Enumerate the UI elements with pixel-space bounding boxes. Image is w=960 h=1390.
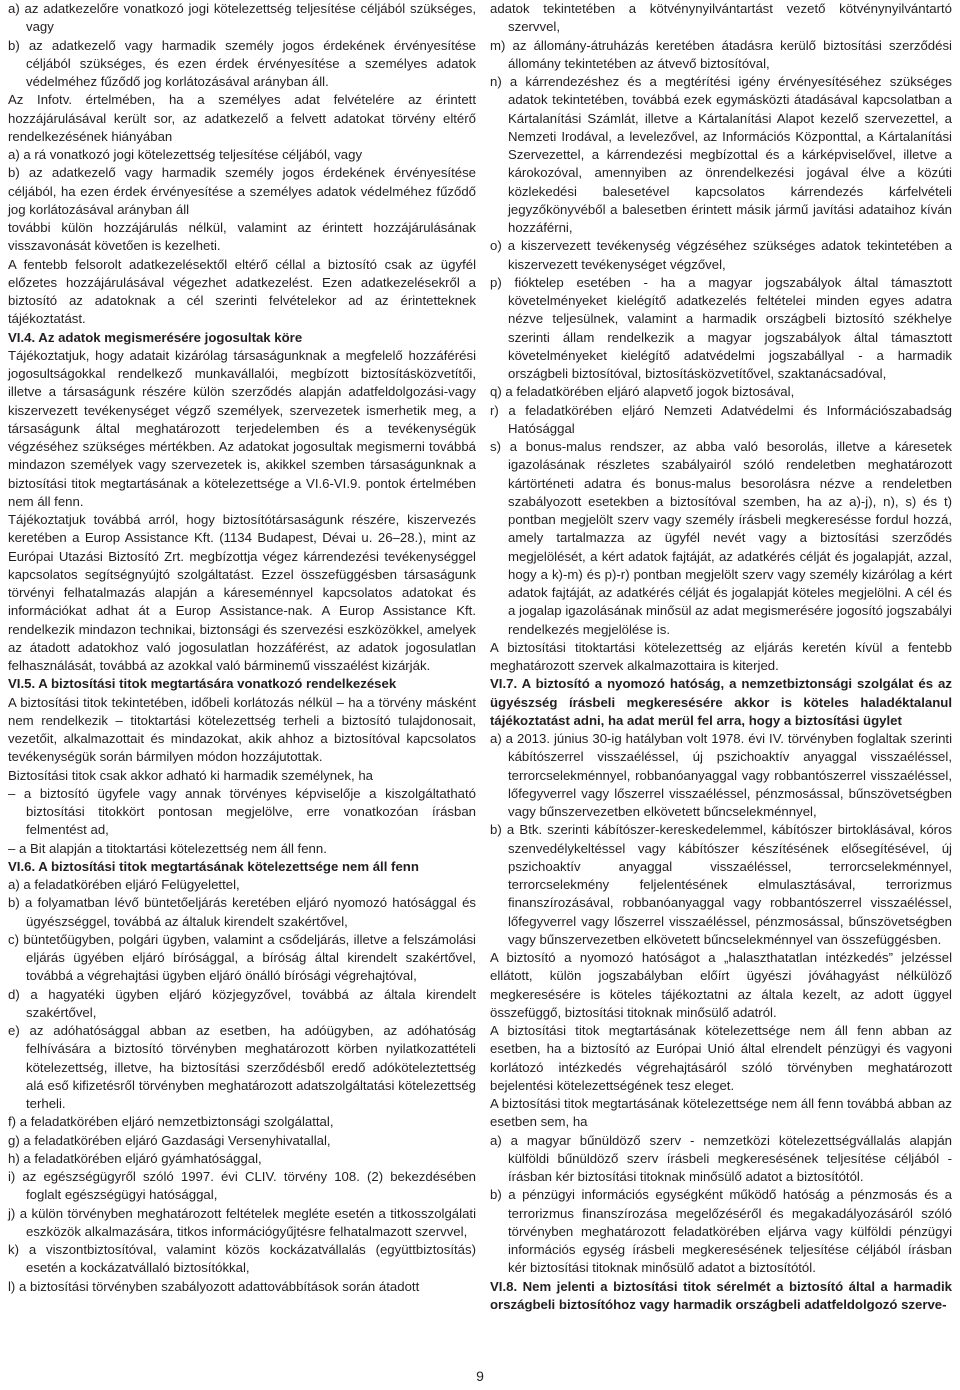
paragraph: Az Infotv. értelmében, ha a személyes adat felvételére az érintett hozzájárulásával került sor, az adatkezelő a felvett adatokat törvény eltérő rendelkezésének hiányában: [8, 92, 476, 144]
paragraph: b) a pénzügyi információs egységként működő hatóság a pénzmosás és a terrorizmus finanszírozása megelőzéséről és megakadályozásáról szóló törvényben meghatározott feladatkörében eljárva vagy külföldi pénzügyi információs egység írásbeli megkeresésének teljesítése céljából írásban kér biztosítási titoknak minősülő adatot a biztosítótól.: [490, 1187, 952, 1276]
paragraph: b) az adatkezelő vagy harmadik személy jogos érdekének érvényesítése céljából szükséges, és ezen érdek érvényesítése a személyes adatok védelméhez fűződő jog korlátozásával arányban áll.: [8, 37, 476, 89]
section-heading: VI.6. A biztosítási titok megtartásának kötelezettsége nem áll fenn: [8, 858, 419, 874]
paragraph: b) az adatkezelő vagy harmadik személy jogos érdekének érvényesítése céljából, ha ezen érdek érvényesítése a személyes adatok védelméhez fűződő jog korlátozásával arányban áll: [8, 165, 476, 217]
section-heading: VI.5. A biztosítási titok megtartására vonatkozó rendelkezések: [8, 676, 397, 692]
paragraph: s) a bonus-malus rendszer, az abba való besorolás, illetve a káresetek igazolásának részletes szabályairól szóló rendeletben meghatározott kártörténeti adatra és bonus-malus besorolásra nézve a rendeletben szabályozott esetekben a biztosítóval szemben, ha az a)-j), n), s) és t) pontban megjelölt szerv vagy személy írásbeli megkeresésse fordul hozzá, amely tartalmazza az ügyfél nevét vagy a biztosítási szerződés megjelölését, a kért adatok fajtáját, az adatkérés célját és jogalapját, azzal, hogy a k)-m) és p)-r) pontban megjelölt szerv vagy személy kizárólag a kért adatok fajtáját, az adatkérés célját és jogalapját köteles megjelölni. A cél és a jogalap igazolásának minősül az adat megismerésére jogosító jogszabályi rendelkezés megjelölése is.: [490, 439, 952, 637]
paragraph: A biztosítási titok megtartásának kötelezettsége nem áll fenn továbbá abban az esetben sem, ha: [490, 1096, 952, 1130]
paragraph: k) a viszontbiztosítóval, valamint közös kockázatvállalás (együttbiztosítás) esetén a kockázatvállaló biztosítókkal,: [8, 1242, 476, 1276]
right-column: [490, 0, 952, 1314]
paragraph: r) a feladatkörében eljáró Nemzeti Adatvédelmi és Információszabadság Hatósággal: [490, 402, 952, 436]
paragraph: o) a kiszervezett tevékenység végzéséhez szükséges adatok tekintetében a kiszervezett tevékenységet végzővel,: [490, 238, 952, 272]
paragraph: A biztosítási titok tekintetében, időbeli korlátozás nélkül ‒ ha a törvény másként nem rendelkezik ‒ titoktartási kötelezettség terheli a biztosító tulajdonosait, vezetőit, alkalmazottait és mindazokat, akik ahhoz a biztosítóval kapcsolatos tevékenységük során bármilyen módon hozzájutottak.: [8, 694, 476, 765]
paragraph: p) fióktelep esetében - ha a magyar jogszabályok által támasztott követelményeket kielégítő adatkezelés feltételei minden egyes adatra nézve teljesülnek, valamint a harmadik országbeli biztosító székhelye szerinti állam rendelkezik a magyar jogszabályok által támasztott követelményeket kielégítő adatvédelmi jogszabállyal - a harmadik országbeli biztosítóval, biztosításközvetítővel, szaktanácsadóval,: [490, 274, 952, 381]
paragraph: Biztosítási titok csak akkor adható ki harmadik személynek, ha: [8, 767, 374, 783]
paragraph: g) a feladatkörében eljáró Gazdasági Versenyhivatallal,: [8, 1132, 331, 1148]
left-column: [8, 0, 476, 1296]
paragraph: a) az adatkezelőre vonatkozó jogi kötelezettség teljesítése céljából szükséges, vagy: [8, 1, 476, 35]
paragraph: f) a feladatkörében eljáró nemzetbiztonsági szolgálattal,: [8, 1114, 334, 1130]
page-number: 9: [476, 1368, 484, 1384]
paragraph: i) az egészségügyről szóló 1997. évi CLIV. törvény 108. (2) bekezdésében foglalt egészségügyi hatósággal,: [8, 1169, 476, 1203]
paragraph: b) a folyamatban lévő büntetőeljárás keretében eljáró nyomozó hatósággal és ügyészséggel, továbbá az általuk kirendelt szakértővel,: [8, 895, 476, 929]
paragraph: a) a rá vonatkozó jogi kötelezettség teljesítése céljából, vagy: [8, 147, 363, 162]
paragraph: a) a 2013. június 30-ig hatályban volt 1978. évi IV. törvényben foglaltak szerinti kábítószerrel visszaéléssel, új pszichoaktív anyaggal visszaéléssel, terrorcselekménnyel, robbanóanyaggal vagy robbantószerrel visszaéléssel, lőfegyverrel vagy lőszerrel visszaéléssel, pénzmosással, bűnszövetségben vagy bűnszervezetben elkövetett bűncselekménnyel,: [490, 731, 952, 819]
paragraph: Tájékoztatjuk továbbá arról, hogy biztosítótársaságunk részére, kiszervezés keretében a Europ Assistance Kft. (1134 Budapest, Dévai u. 26‒28.), mint az Európai Utazási Biztosító Zrt. megbízottja végez kárrendezési tevékenységgel kapcsolatos segítségnyújtó szolgáltatást. Ezzel összefüggésben társaságunk törvényi felhatalmazás alapján a káreseménnyel kapcsolatos adatokat és információkat adhat át a Europ Assistance-nak. A Europ Assistance Kft. rendelkezik mindazon technikai, biztonsági és szervezési eszközökkel, amelyek az átadott adatokhoz való jogosulatlan hozzáférést, az adatok jogosulatlan felhasználását, továbbá az azokkal való bárminemű visszaélést kizárják.: [8, 512, 476, 673]
paragraph: ‒ a Bit alapján a titoktartási kötelezettség nem áll fenn.: [8, 840, 327, 856]
paragraph: c) büntetőügyben, polgári ügyben, valamint a csődeljárás, illetve a felszámolási eljárás ügyében eljáró bírósággal, a bíróság által kirendelt szakértővel, továbbá a végrehajtási ügyben eljáró önálló bírósági végrehajtóval,: [8, 931, 476, 984]
paragraph: m) az állomány-átruházás keretében átadásra kerülő biztosítási szerződési állomány tekintetében az átvevő biztosítóval,: [490, 37, 952, 71]
paragraph: l) a biztosítási törvényben szabályozott adattovábbítások során átadott: [8, 1278, 420, 1294]
paragraph: h) a feladatkörében eljáró gyámhatósággal,: [8, 1150, 262, 1166]
paragraph: A fentebb felsorolt adatkezelésektől eltérő céllal a biztosító csak az ügyfél előzetes hozzájárulásával végezhet adatkezelést. Ezen adatkezelésekről a biztosító az adatoknak a cél szerinti felvételekor ad az érintetteknek tájékoztatást.: [8, 256, 476, 327]
paragraph: e) az adóhatósággal abban az esetben, ha adóügyben, az adóhatóság felhívására a biztosító törvényben meghatározott körben nyilatkozattételi kötelezettség, illetve, ha biztosítási szerződésből eredő adóköteleztettség alá eső kifizetésről törvényben meghatározott adatszolgáltatási kötelezettség terheli.: [8, 1023, 476, 1111]
paragraph: adatok tekintetében a kötvénynyilvántartást vezető kötvénynyilvántartó szervvel,: [490, 1, 952, 35]
paragraph: A biztosítási titoktartási kötelezettség az eljárás keretén kívül a fentebb meghatározott szervek alkalmazottaira is kiterjed.: [490, 639, 952, 673]
paragraph: ‒ a biztosító ügyfele vagy annak törvényes képviselője a kiszolgáltatható biztosítási titokkört pontosan megjelölve, erre vonatkozóan írásban felmentést ad,: [8, 785, 476, 838]
paragraph: Tájékoztatjuk, hogy adatait kizárólag társaságunknak a megfelelő hozzáférési jogosultságokkal rendelkező munkavállalói, megbízott biztosításközvetítői, illetve a társaságunk részére külön szerződés alapján adatfeldolgozási-vagy kiszervezett tevékenységet végző személyek, szervezetek ismerhetik meg, a társaságunk által meghatározott terjedelemben és a tevékenységük végzéséhez szükséges mértékben. Az adatokat jogosultak megismerni továbbá mindazon személyek vagy szervezetek is, akikkel szemben társaságunknak a biztosítási titok megtartásának a kötelezettsége a VI.6-VI.9. pontok értelmében nem áll fenn.: [8, 347, 476, 509]
paragraph: j) a külön törvényben meghatározott feltételek megléte esetén a titkosszolgálati eszközök alkalmazására, titkos információgyűjtésre felhatalmazott szervvel,: [8, 1205, 476, 1239]
section-heading: VI.4. Az adatok megismerésére jogosultak köre: [8, 329, 303, 345]
section-heading: VI.8. Nem jelenti a biztosítási titok sérelmét a biztosító által a harmadik országbeli biztosítóhoz vagy harmadik országbeli adatfeldolgozó szerve-: [490, 1278, 952, 1312]
paragraph: q) a feladatkörében eljáró alapvető jogok biztosával,: [490, 384, 795, 400]
paragraph: a) a feladatkörében eljáró Felügyelettel,: [8, 877, 240, 892]
section-heading: VI.7. A biztosító a nyomozó hatóság, a nemzetbiztonsági szolgálat és az ügyészség írásbeli megkeresésére akkor is köteles haladéktalanul tájékoztatást adni, ha adat merül fel arra, hogy a biztosítási ügylet: [490, 676, 952, 728]
paragraph: A biztosítási titok megtartásának kötelezettsége nem áll fenn abban az esetben, ha a biztosító az Európai Unió által elrendelt pénzügyi és vagyoni korlátozó intézkedés végrehajtásáról szóló törvényben meghatározott bejelentési kötelezettségének tesz eleget.: [490, 1023, 952, 1093]
paragraph: d) a hagyatéki ügyben eljáró közjegyzővel, továbbá az általa kirendelt szakértővel,: [8, 986, 476, 1020]
paragraph: b) a Btk. szerinti kábítószer-kereskedelemmel, kábítószer birtoklásával, kóros szenvedélykeltéssel vagy kábítószer készítésének elősegítésével, új pszichoaktív anyaggal visszaéléssel, terrorcselekménnyel, terrorcselekmény feljelentésének elmulasztásával, terrorizmus finanszírozásával, robbanóanyaggal vagy robbantószerrel visszaéléssel, lőfegyverrel vagy lőszerrel visszaéléssel, pénzmosással, bűnszövetségben vagy bűnszervezetben elkövetett bűncselekménnyel van összefüggésben.: [490, 822, 952, 947]
paragraph: n) a kárrendezéshez és a megtérítési igény érvényesítéséhez szükséges adatok tekintetében, továbbá ezek egymásközti átadásával kapcsolatban a Kártalanítási Számlát, illetve a Kártalanítási Alapot kezelő szervezettel, a Nemzeti Irodával, a levelezővel, az Információs Központtal, a Kártalanítási Szervezettel, a kárrendezési megbízottal és a kárképviselővel, illetve a károkozóval, amennyiben az önrendelkezési jogával élve a közúti közlekedési balesetével kapcsolatos kárrendezés kárfelvételi jegyzőkönyvéből a balesetben érintett másik jármű javítási adataihoz kíván hozzáférni,: [490, 74, 952, 235]
paragraph: A biztosító a nyomozó hatóságot a „halaszthatatlan intézkedés” jelzéssel ellátott, külön jogszabályban előírt ügyészi jóváhagyást nélkülöző megkeresésére is köteles tájékoztatni az általa kezelt, az adott üggyel összefüggő, biztosítási titoknak minősülő adatról.: [490, 950, 952, 1020]
paragraph: további külön hozzájárulás nélkül, valamint az érintett hozzájárulásának visszavonását követően is kezelheti.: [8, 220, 476, 254]
paragraph: a) a magyar bűnüldöző szerv - nemzetközi kötelezettségvállalás alapján külföldi bűnüldöző szerv írásbeli megkeresésének teljesítése céljából - írásban kér biztosítási titoknak minősülő adatot a biztosítótól.: [490, 1132, 952, 1184]
